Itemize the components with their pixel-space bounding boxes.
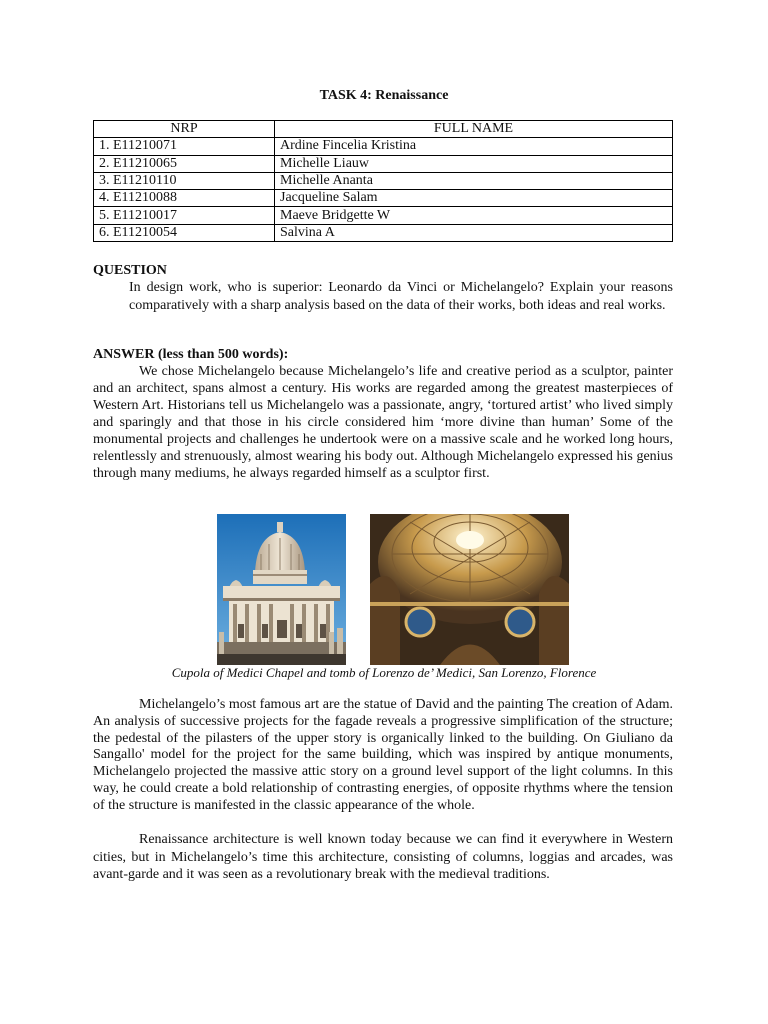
cell-full-name: Ardine Fincelia Kristina [275, 138, 673, 155]
column-header-full-name: FULL NAME [275, 121, 673, 138]
question-heading: QUESTION [93, 263, 167, 278]
table-row [94, 172, 673, 189]
cell-nrp: 2. E11210065 [94, 155, 275, 172]
answer-paragraph-1: We chose Michelangelo because Michelangelo’s life and creative period as a sculptor, painter and an architect, spans almost a century. His works are regarded among the greatest masterpieces of Western Art. Historians tell us Michelangelo was a passionate, angry, ‘tortured artist’ who lived simply and sparingly and that those in his circle considered him ‘more divine than human’ Some of the monumental projects and challenges he undertook were on a massive scale and he worked long hours, relentlessly and strenuously, almost wearing his body out. Although Michelangelo expressed his genius through many mediums, he always regarded himself as a sculptor first. [93, 364, 673, 481]
column-header-nrp: NRP [94, 121, 275, 138]
cell-full-name: Michelle Ananta [275, 172, 673, 189]
cell-full-name: Michelle Liauw [275, 155, 673, 172]
answer-heading: ANSWER (less than 500 words): [93, 347, 289, 362]
table-row [94, 207, 673, 224]
dome-interior-photo [370, 514, 569, 665]
table-row [94, 138, 673, 155]
cell-nrp: 1. E11210071 [94, 138, 275, 155]
cell-nrp: 6. E11210054 [94, 224, 275, 241]
member-table [93, 120, 673, 242]
question-text: In design work, who is superior: Leonardo da Vinci or Michelangelo? Explain your reasons comparatively with a sharp analysis based on the data of their works, both ideas and real works. [129, 280, 673, 313]
cell-nrp: 5. E11210017 [94, 207, 275, 224]
answer-paragraph-2: Michelangelo’s most famous art are the statue of David and the painting The creation of Adam. An analysis of successive projects for the fagade reveals a progressive simplification of the structure; the pedestal of the pilasters of the upper story is organically linked to the building. On Giuliano da Sangallo' model for the project for the same building, which was inspired by antique monuments, Michelangelo projected the massive attic story on a ground level support of the light columns. In this way, he could create a bold relationship of contrasting energies, of opposite rhythms where the tension of the structure is manifested in the classic appearance of the whole. [93, 697, 673, 813]
table-row [94, 190, 673, 207]
answer-paragraph-3: Renaissance architecture is well known today because we can find it everywhere in Western cities, but in Michelangelo’s time this architecture, consisting of columns, loggias and arcades, was avant-garde and it was seen as a revolutionary break with the medieval traditions. [93, 832, 673, 882]
page-title: TASK 4: Renaissance [319, 88, 449, 103]
table-header-row [94, 121, 673, 138]
table-row [94, 155, 673, 172]
dome-exterior-photo [217, 514, 346, 665]
cell-full-name: Salvina A [275, 224, 673, 241]
table-row [94, 224, 673, 241]
cell-nrp: 4. E11210088 [94, 190, 275, 207]
cell-full-name: Jacqueline Salam [275, 190, 673, 207]
image-caption: Cupola of Medici Chapel and tomb of Lorenzo de’ Medici, San Lorenzo, Florence [171, 665, 597, 680]
cell-nrp: 3. E11210110 [94, 172, 275, 189]
cell-full-name: Maeve Bridgette W [275, 207, 673, 224]
